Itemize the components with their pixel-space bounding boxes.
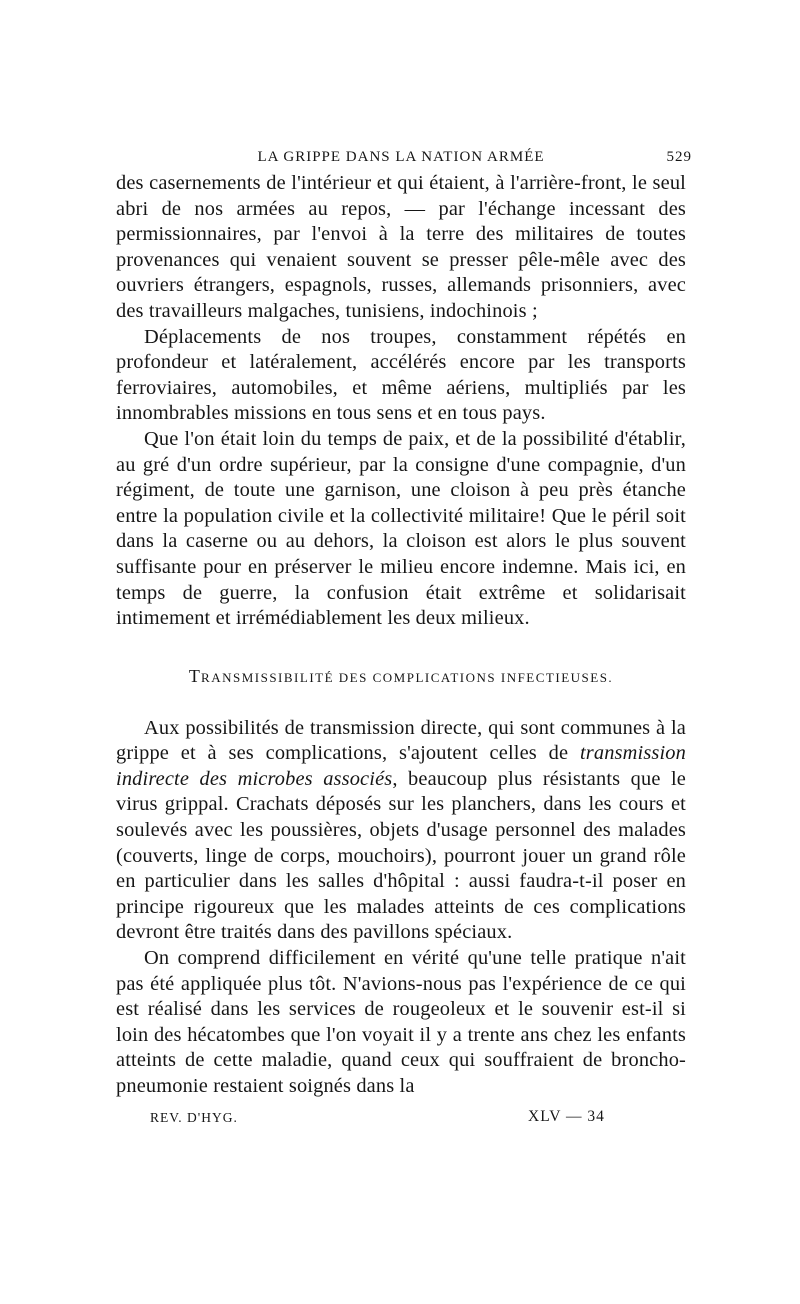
paragraph-isolation-practice: On comprend difficilement en vérité qu'une telle pratique n'ait pas été appliquée plus tôt. N'avions-nous pas l'expérience de ce qui est réalisé dans les services de rougeoleux et le souvenir est-il si loin des hécatombes que l'on voyait il y a trente ans chez les enfants atteints de cette maladie, quand ceux qui souffraient de broncho-pneumonie restaient soignés dans la (116, 947, 686, 1097)
document-page (116, 145, 692, 1132)
paragraph-troop-movements: Déplacements de nos troupes, constamment répétés en profondeur et latéralement, accélérés encore par les transports ferroviaires, automobiles, et même aériens, multipliés par les innombrables missions en tous sens et en tous pays. (116, 325, 686, 425)
page-footer (116, 1104, 686, 1132)
section-heading-text: RANSMISSIBILITÉ DES COMPLICATIONS INFECTIEUSES. (201, 669, 614, 685)
paragraph-peacetime-comparison: Que l'on était loin du temps de paix, et de la possibilité d'établir, au gré d'un ordre supérieur, par la consigne d'une compagnie, d'un régiment, de toute une garnison, une cloison à peu près étanche entre la population civile et la collectivité militaire! Que le péril soit dans la caserne ou au dehors, la cloison est alors le plus souvent suffisante pour en préserver le milieu encore indemne. Mais ici, en temps de guerre, la confusion était extrême et solidarisait intimement et irrémédiablement les deux milieux. (116, 427, 686, 630)
footer-journal: REV. D'HYG. (150, 1109, 238, 1125)
footer-volume-sheet: XLV — 34 (528, 1107, 605, 1125)
paragraph-continuation: des casernements de l'intérieur et qui étaient, à l'arrière-front, le seul abri de nos armées au repos, — par l'échange incessant des permissionnaires, par l'envoi à la terre des militaires de toutes provenances qui venaient souvent se presser pêle-mêle avec des ouvriers étrangers, espagnols, russes, allemands prisonniers, avec des travailleurs malgaches, tunisiens, indochinois ; (116, 172, 686, 322)
section-heading-initial: T (188, 665, 202, 686)
paragraph-transmission-text-a: Aux possibilités de transmission directe, qui sont communes à la grippe et à ses complications, s'ajoutent celles de (116, 716, 686, 765)
running-title: LA GRIPPE DANS LA NATION ARMÉE (257, 149, 545, 165)
paragraph-transmission (116, 716, 686, 946)
page-number: 529 (666, 149, 692, 165)
running-header (116, 145, 692, 171)
paragraph-transmission-italic: transmission indirecte des microbes associés (116, 742, 686, 790)
paragraph-transmission-text-b: , beaucoup plus résistants que le virus grippal. Crachats déposés sur les planchers, dans les cours et soulevés avec les poussières, objets d'usage personnel des malades (couverts, linge de corps, mouchoirs), pourront jouer un grand rôle en particulier dans les salles d'hôpital : aussi faudra-t-il poser en principe rigoureux que les malades atteints de ces complications devront être traités dans des pavillons spéciaux. (116, 767, 686, 944)
section-heading (116, 666, 686, 687)
